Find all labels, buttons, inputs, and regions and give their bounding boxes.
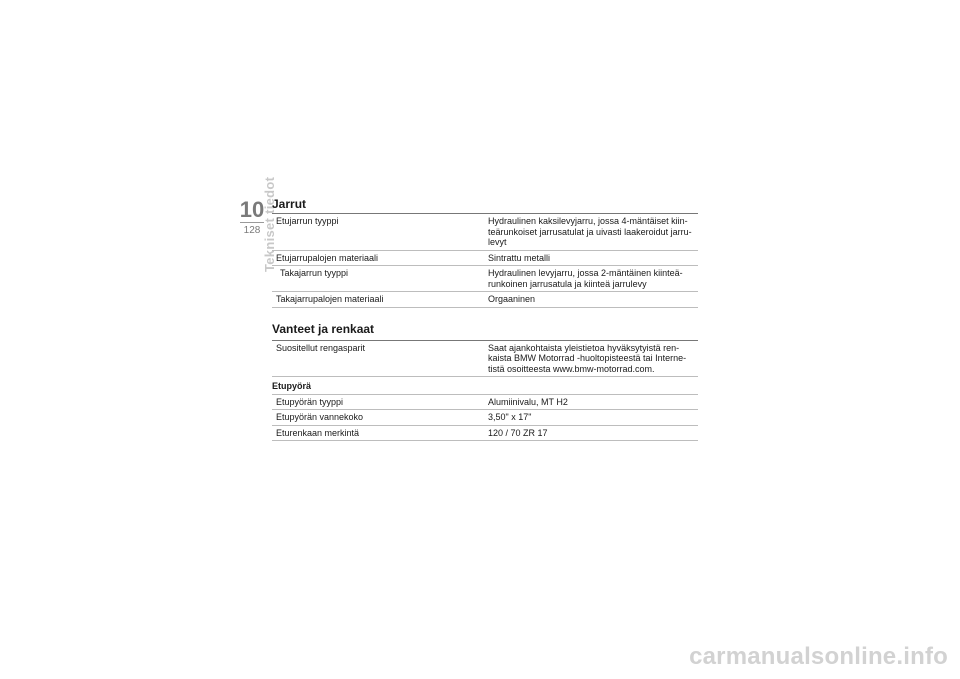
row-label: Takajarrupalojen materiaali [276,294,384,304]
row-value: Orgaaninen [488,294,536,304]
chapter-number: 10 [239,197,265,222]
row-label: Etujarrun tyyppi [276,216,339,226]
row-label: Suositellut rengasparit [276,342,366,353]
table-row [272,214,698,251]
row-label: Etujarrupalojen materiaali [276,252,379,263]
row-value: Alumiinivalu, MT H2 [488,396,568,407]
row-label: Eturenkaan merkintä [276,427,360,438]
brakes-table [272,214,698,308]
row-value: Sintrattu metalli [488,252,551,263]
section-side-label: Tekniset tiedot [262,176,277,272]
row-label: Etupyörän vannekoko [276,412,364,422]
row-value: 3,50" x 17" [488,412,532,422]
table-row [272,410,698,426]
table-row [272,426,698,442]
wheels-table [272,341,698,442]
chapter-rule [240,222,264,223]
table-row [272,251,698,267]
row-label: Takajarrun tyyppi [280,268,349,278]
row-value: Hydraulinen kaksilevyjarru, jossa 4-mäntäiset kiin- teärunkoiset jarrusatulat ja uivasti laakeroidut jarru- levyt [488,216,692,247]
table-row [272,395,698,411]
table-row [272,292,698,308]
table-row [272,266,698,292]
brakes-title: Jarrut [272,195,698,214]
front-wheel-subheading: Etupyörä [272,377,698,395]
table-row [272,341,698,378]
row-value: Saat ajankohtaista yleistietoa hyväksytyistä ren- kaista BMW Motorrad -huoltopisteestä tai Interne- tistä osoitteesta www.bmw-motorrad.com. [488,342,687,374]
watermark: carmanualsonline.info [689,643,948,670]
row-value: Hydraulinen levyjarru, jossa 2-mäntäinen kiinteä- runkoinen jarrusatula ja kiinteä jarrulevy [488,268,683,289]
page-number: 128 [243,225,261,236]
row-value: 120 / 70 ZR 17 [488,427,548,438]
spec-content [272,195,698,441]
wheels-title: Vanteet ja renkaat [272,318,698,341]
row-label: Etupyörän tyyppi [276,396,344,407]
